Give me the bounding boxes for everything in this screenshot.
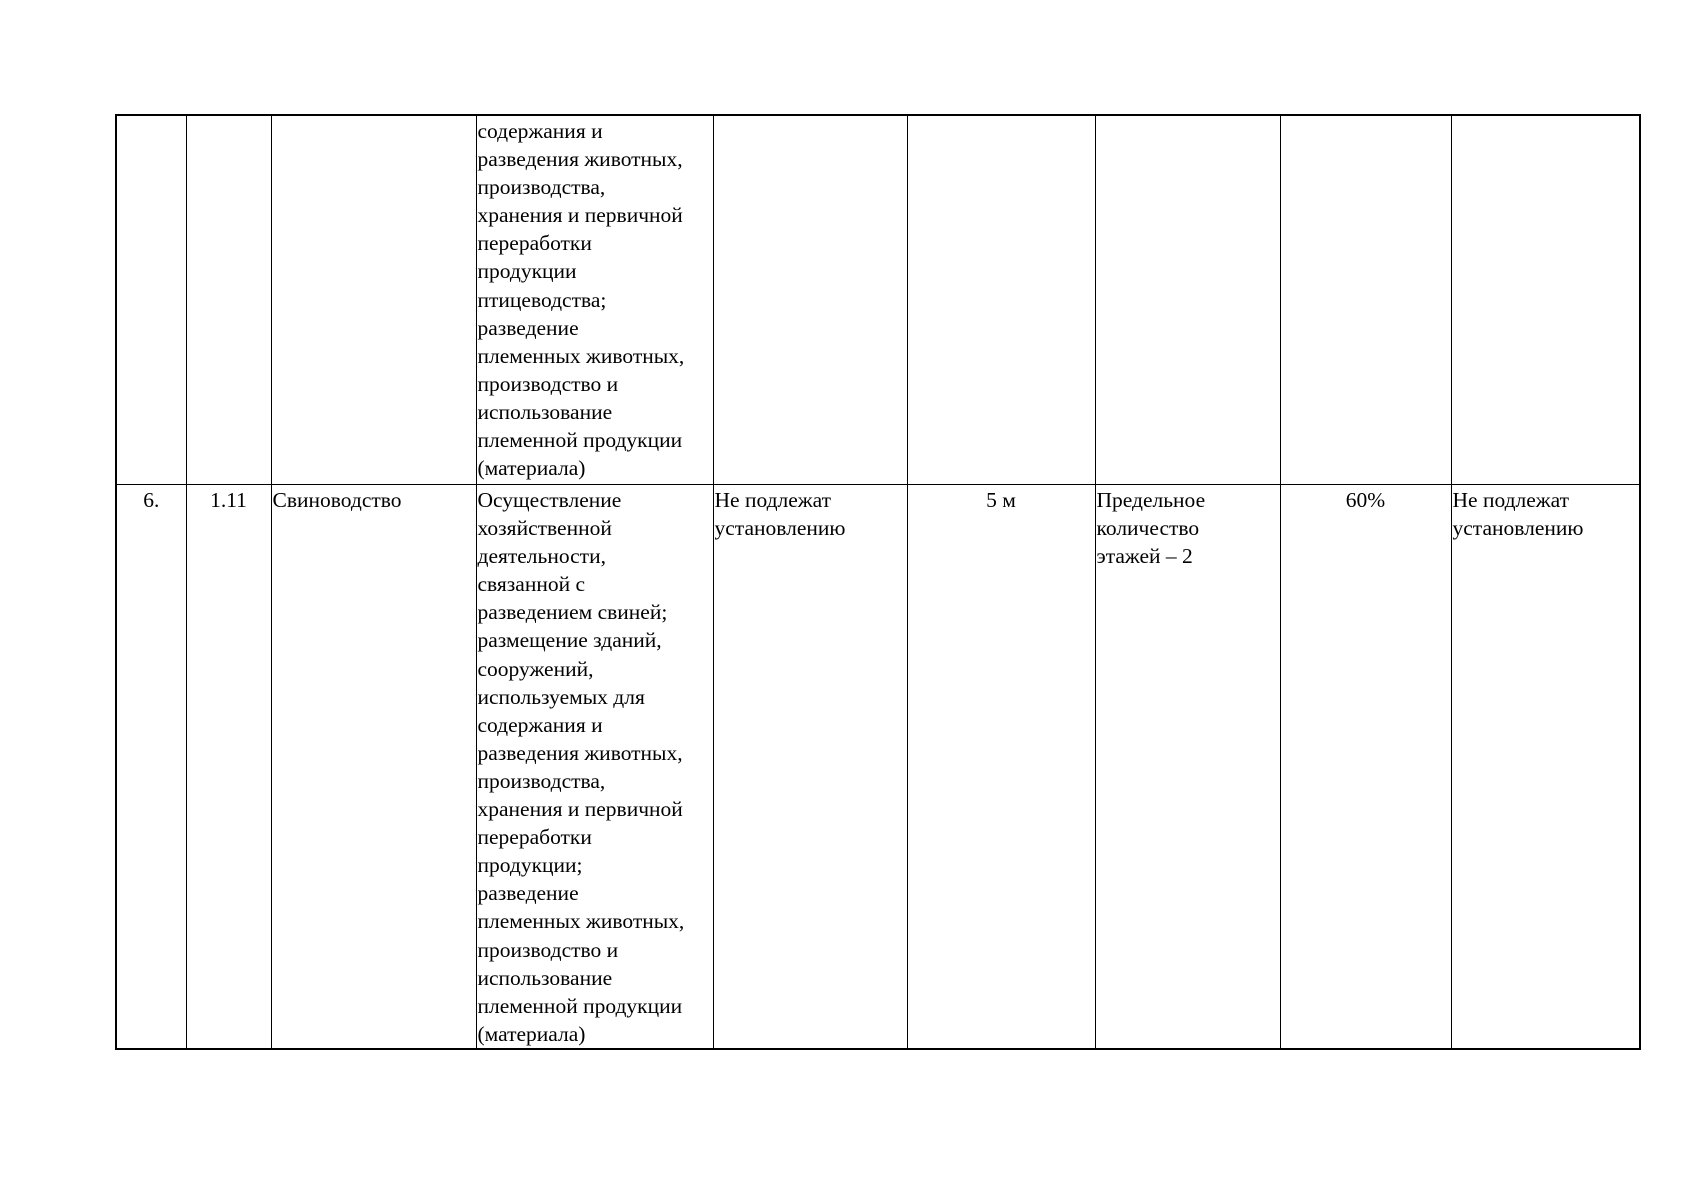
table-row-6 — [116, 485, 1640, 1049]
cell-col7: Предельное количество этажей – 2 — [1095, 485, 1280, 1049]
cell-col5 — [713, 115, 907, 485]
cell-col5: Не подлежат установлению — [713, 485, 907, 1049]
cell-col7 — [1095, 115, 1280, 485]
cell-number: 6. — [116, 485, 186, 1049]
cell-use-name: Свиноводство — [271, 485, 476, 1049]
cell-col9 — [1451, 115, 1640, 485]
cell-number — [116, 115, 186, 485]
cell-use-description: содержания и разведения животных, производства, хранения и первичной переработки продукции птицеводства; разведение племенных животных, производство и использование племенной продукции (материала) — [476, 115, 713, 485]
cell-col8 — [1280, 115, 1451, 485]
cell-use-name — [271, 115, 476, 485]
cell-col6 — [907, 115, 1095, 485]
table-row-continued — [116, 115, 1640, 485]
cell-code: 1.11 — [186, 485, 271, 1049]
cell-col8: 60% — [1280, 485, 1451, 1049]
zoning-regulations-table — [115, 114, 1641, 1050]
cell-col6: 5 м — [907, 485, 1095, 1049]
cell-code — [186, 115, 271, 485]
cell-col9: Не подлежат установлению — [1451, 485, 1640, 1049]
cell-use-description: Осуществление хозяйственной деятельности, связанной с разведением свиней; размещение зданий, сооружений, используемых для содержания и разведения животных, производства, хранения и первичной переработки продукции; разведение племенных животных, производство и использование племенной продукции (материала) — [476, 485, 713, 1049]
